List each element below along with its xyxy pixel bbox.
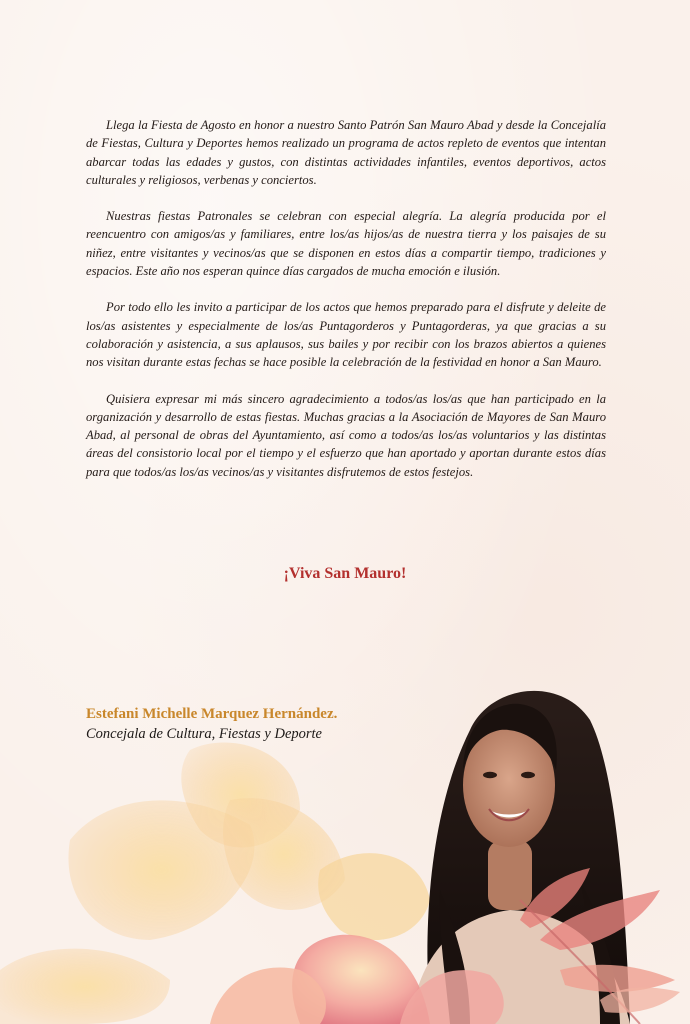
paragraph-2: Nuestras fiestas Patronales se celebran con especial alegría. La alegría producida por el reencuentro con amigos/as y familiares, entre los/as hijos/as de nuestra tierra y los paisajes de su niñez, entre visitantes y vecinos/as que se disponen en estos días a compartir tiempo, tradiciones y espacios. Este año nos esperan quince días cargados de mucha emoción e ilusión. <box>86 209 606 279</box>
letter-body <box>86 116 606 499</box>
watercolor-illustration <box>0 640 690 1024</box>
signature-role: Concejala de Cultura, Fiestas y Deporte <box>86 726 322 742</box>
closing-exclamation: ¡Viva San Mauro! <box>283 565 407 582</box>
paragraph-3: Por todo ello les invito a participar de los actos que hemos preparado para el disfrute y deleite de los/as asistentes y especialmente de los/as Puntagorderos y Puntagorderas, ya que gracias a su colaboración y asistencia, a sus aplausos, sus bailes y por recibir con los brazos abiertos a quienes nos visitan durante estas fechas se hace posible la celebración de la festividad en honor a San Mauro. <box>86 300 606 370</box>
paragraph-4: Quisiera expresar mi más sincero agradecimiento a todos/as los/as que han participado en la organización y desarrollo de estas fiestas. Muchas gracias a la Asociación de Mayores de San Mauro Abad, al personal de obras del Ayuntamiento, así como a todos/as los/as voluntarios y las distintas áreas del consistorio local por el tiempo y el esfuerzo que han aportado y aportan durante estos días para que todos/as los/as vecinos/as y visitantes disfrutemos de estos festejos. <box>86 391 606 479</box>
paragraph-1: Llega la Fiesta de Agosto en honor a nuestro Santo Patrón San Mauro Abad y desde la Concejalía de Fiestas, Cultura y Deportes hemos realizado un programa de actos repleto de eventos que intentan abarcar todas las edades y gustos, con distintas actividades infantiles, eventos deportivos, actos culturales y religiosos, verbenas y conciertos. <box>86 118 606 187</box>
signature-name: Estefani Michelle Marquez Hernández. <box>86 706 338 722</box>
